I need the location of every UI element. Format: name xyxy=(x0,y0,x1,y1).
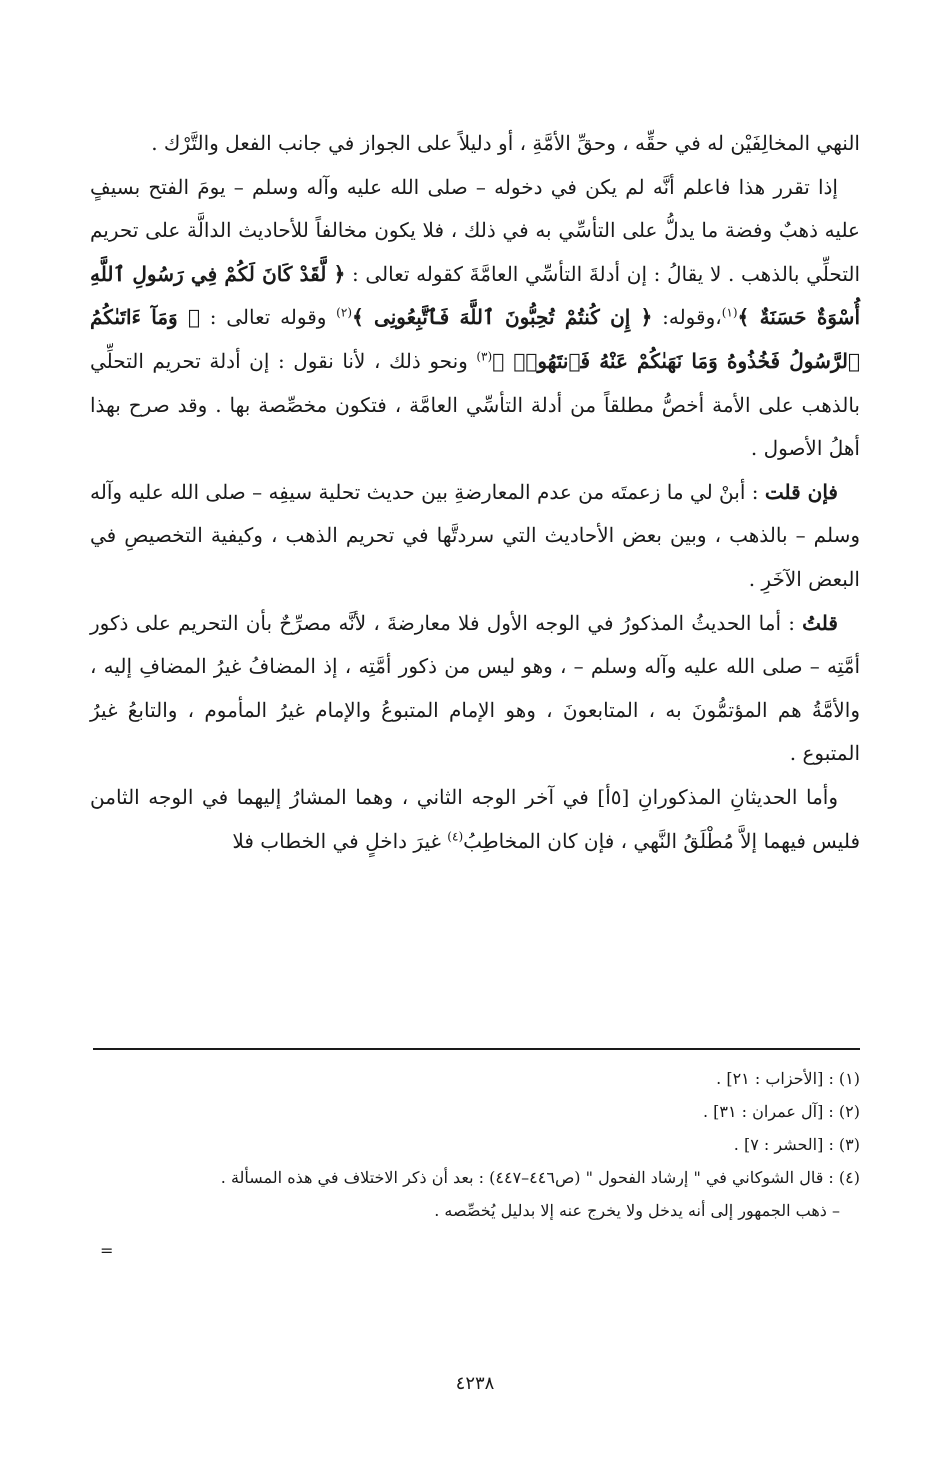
lead-word: قلتُ xyxy=(802,610,838,635)
continuation-mark: = xyxy=(100,1241,114,1260)
text-segment: غيرَ داخلٍ في الخطاب فلا xyxy=(232,828,448,853)
page-number: ٤٢٣٨ xyxy=(455,1373,495,1394)
footnote-2: (٢) : [آل عمران : ٣١] . xyxy=(702,1102,860,1121)
paragraph xyxy=(90,602,860,776)
footnote-marker: (١) xyxy=(721,305,738,320)
footnote-4: (٤) : قال الشوكاني في " إرشاد الفحول " (ص٤٤٦–٤٤٧) : بعد أن ذكر الاختلاف في هذه المسألة . xyxy=(220,1168,860,1187)
footnote-marker: (٣) xyxy=(476,349,493,364)
text-segment: ونحو ذلك ، لأنا نقول : إن أدلة تحريم التحلِّي بالذهب على الأمة أخصُّ مطلقاً من أدلة التأسِّي العامَّة ، فتكون مخصِّصة بها . وقد صرح بهذا أهلُ الأصول . xyxy=(90,348,860,461)
paragraph xyxy=(90,122,860,166)
text-segment: النهي المخالِفَيْن له في حقِّه ، وحقِّ الأمَّةِ ، أو دليلاً على الجواز في جانب الفعل والتَّرْك . xyxy=(151,131,860,155)
quran-verse: ﴿ وَمَآ ءَاتَىٰكُمُ ٱلرَّسُولُ فَخُذُوهُ وَمَا نَهَىٰكُمْ عَنْهُ فَٱنتَهُوا۟ ﴾ xyxy=(90,305,860,373)
lead-word: فإن قلت xyxy=(764,479,838,504)
text-segment: وأما الحديثانِ المذكورانِ [٥أ] في آخر الوجه الثاني ، وهما المشارُ إليهما في الوجه الثامن فليس فيهما إلاَّ مُطْلَقُ النَّهي ، فإن كان المخاطِبُ xyxy=(90,784,860,853)
quran-verse: ﴿ لَّقَدْ كَانَ لَكُمْ فِي رَسُولِ ٱللَّهِ أُسْوَةٌ حَسَنَةٌ ﴾ xyxy=(90,261,860,330)
footnote-marker: (٢) xyxy=(336,305,352,320)
text-segment: إذا تقرر هذا فاعلم أنَّه لم يكن في دخوله – صلى الله عليه وآله وسلم – يومَ الفتح بسيفٍ عليه ذهبٌ وفضة ما يدلُّ على التأسِّي به في ذلك ، فلا يكون مخالفاً للأحاديث الدالَّة على تحريم التحلِّي بالذهب . لا يقالُ : إن أدلةَ التأسِّي العامَّةَ كقوله تعالى : xyxy=(90,174,861,286)
paragraph xyxy=(90,776,860,863)
footnote-marker: (٤) xyxy=(447,828,464,843)
main-text xyxy=(90,122,860,863)
text-segment: ،وقوله: xyxy=(652,305,722,330)
footnote-separator xyxy=(93,1048,860,1050)
paragraph xyxy=(90,471,860,602)
paragraph xyxy=(90,166,860,471)
text-segment: : أما الحديثُ المذكورُ في الوجه الأول فلا معارضةَ ، لأنَّه مصرِّحٌ بأن التحريم على ذكور أمَّتِه – صلى الله عليه وآله وسلم – ، وهو ليس من ذكور أمَّتِه ، إذ المضافُ غيرُ المضافِ إليه ، والأمَّةُ هم المؤتمُّونَ به ، المتابعونَ ، وهو الإمام المتبوعُ والإمام غيرُ المأموم ، والتابعُ غيرُ المتبوع . xyxy=(90,610,860,766)
footnotes xyxy=(90,1062,860,1227)
text-segment: وقوله تعالى : xyxy=(200,305,337,330)
quran-verse: ﴿ إِن كُنتُمْ تُحِبُّونَ ٱللَّهَ فَٱتَّبِعُونِى ﴾ xyxy=(352,305,653,330)
footnote-1: (١) : [الأحزاب : ٢١] . xyxy=(716,1069,860,1088)
text-segment: : أبنْ لي ما زعمتَه من عدم المعارضةِ بين حديث تحلية سيفِه – صلى الله عليه وآله وسلم – بالذهب ، وبين بعض الأحاديث التي سردتَّها في تحريم الذهب ، وكيفية التخصيصِ في البعض الآخَرِ . xyxy=(90,479,860,591)
footnote-4-continuation: – ذهب الجمهور إلى أنه يدخل ولا يخرج عنه إلا بدليل يُخصِّصه . xyxy=(434,1201,840,1220)
footnote-3: (٣) : [الحشر : ٧] . xyxy=(733,1135,860,1154)
